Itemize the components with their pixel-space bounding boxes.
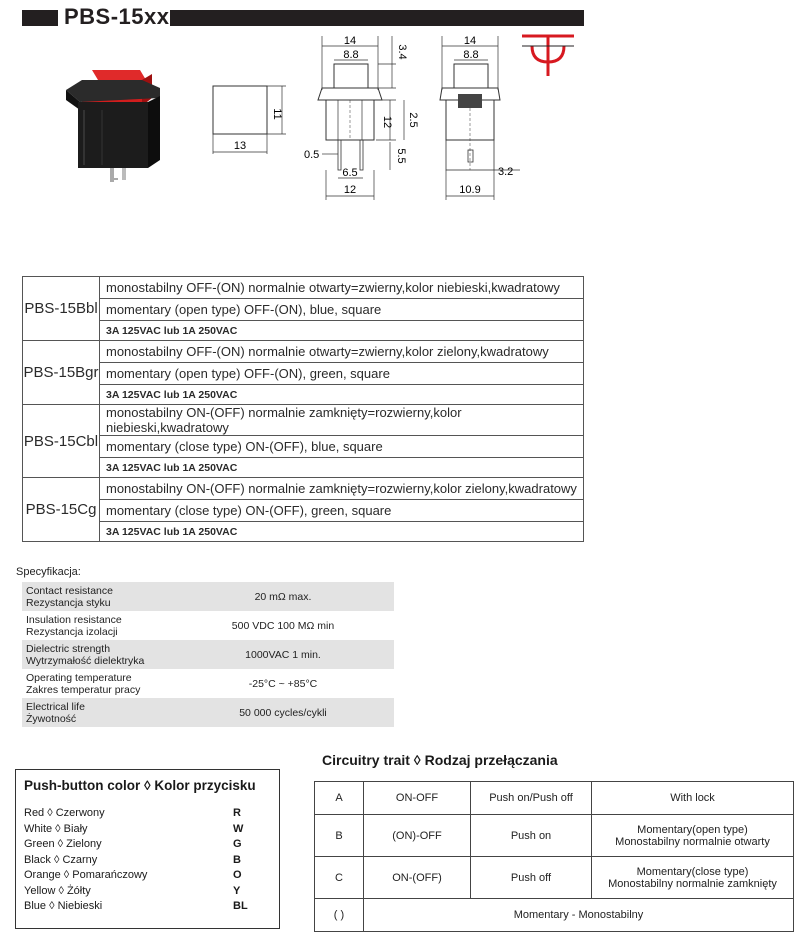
color-item-label: Black ◊ Czarny: [24, 853, 98, 866]
product-desc-en: momentary (close type) ON-(OFF), blue, square: [100, 436, 584, 458]
header-bar-left: [22, 10, 58, 26]
spec-value: 1000VAC 1 min.: [172, 640, 394, 669]
color-box: [15, 769, 280, 929]
circuit-state: ON-OFF: [364, 782, 471, 815]
product-rating: 3A 125VAC lub 1A 250VAC: [100, 385, 584, 405]
product-desc-pl: monostabilny OFF-(ON) normalnie otwarty=zwierny,kolor niebieski,kwadratowy: [100, 277, 584, 299]
spec-value: -25°C ~ +85°C: [248, 677, 318, 690]
color-item-code: Y: [233, 884, 241, 897]
circuit-desc: [592, 857, 794, 899]
spec-value: 20 mΩ max.: [172, 582, 394, 611]
product-rating: 3A 125VAC lub 1A 250VAC: [100, 321, 584, 341]
dim-rear-cap-width: 8.8: [463, 49, 479, 61]
dim-side-height: 11: [271, 108, 283, 120]
color-item-code: BL: [233, 900, 248, 912]
color-item-code: W: [233, 822, 244, 835]
product-desc-en: momentary (open type) OFF-(ON), blue, square: [100, 299, 584, 321]
product-photo: [62, 50, 172, 190]
circuit-code: A: [315, 782, 364, 815]
color-item-code: B: [233, 853, 241, 866]
rear-view-drawing: [436, 30, 526, 205]
color-item-label: Green ◊ Zielony: [24, 838, 102, 850]
product-desc-en: momentary (close type) ON-(OFF), green, square: [100, 500, 584, 522]
product-desc-en: momentary (open type) OFF-(ON), green, square: [100, 363, 584, 385]
circuit-desc-pl: Monostabilny normalnie zamknięty: [608, 877, 777, 890]
product-rating: 3A 125VAC lub 1A 250VAC: [100, 522, 584, 542]
dim-side-width: 13: [233, 140, 247, 152]
dim-front-pin-height: 5.5: [395, 148, 407, 164]
spec-label-en: Contact resistance: [26, 584, 113, 597]
spec-label-pl: Żywotność: [26, 712, 77, 725]
circuit-action: Push on/Push off: [471, 782, 592, 815]
circuit-state: ON-(OFF): [364, 857, 471, 899]
spec-label: [22, 611, 172, 640]
page-title: PBS-15xx: [64, 4, 170, 29]
dim-front-cap-height: 3.4: [396, 44, 408, 60]
spec-label: [22, 582, 172, 611]
spec-label-pl: Zakres temperatur pracy: [26, 683, 141, 696]
spec-label-pl: Rezystancja styku: [26, 596, 111, 609]
product-desc-pl: monostabilny OFF-(ON) normalnie otwarty=zwierny,kolor zielony,kwadratowy: [100, 341, 584, 363]
circuit-action: Push off: [471, 857, 592, 899]
product-model: PBS-15Cbl: [23, 405, 100, 478]
product-model: PBS-15Cg: [23, 478, 100, 542]
circuit-desc-en: With lock: [670, 792, 715, 804]
product-model: PBS-15Bgr: [23, 341, 100, 405]
spec-row: [22, 640, 394, 669]
spec-value: 50 000 cycles/cykli: [172, 698, 394, 727]
product-desc-pl: monostabilny ON-(OFF) normalnie zamknięty=rozwierny,kolor zielony,kwadratowy: [100, 478, 584, 500]
circuitry-row: [315, 815, 794, 857]
circuit-desc: [592, 782, 794, 815]
circuitry-table: [314, 781, 794, 932]
header-bar-right: [170, 10, 584, 26]
circuitry-row: [315, 782, 794, 815]
color-item-label: Blue ◊ Niebieski: [24, 900, 103, 912]
side-view-drawing: [200, 78, 300, 158]
product-rating: 3A 125VAC lub 1A 250VAC: [100, 458, 584, 478]
circuit-action: Push on: [471, 815, 592, 857]
spec-row: [22, 669, 394, 698]
color-item-code: R: [233, 807, 241, 819]
front-view-drawing: [296, 30, 419, 205]
circuit-desc-en: Momentary(close type): [636, 865, 749, 878]
color-item-label: Orange ◊ Pomarańczowy: [24, 869, 148, 881]
dim-front-body-height: 12: [381, 115, 393, 129]
circuit-state: (ON)-OFF: [364, 815, 471, 857]
circuit-code: C: [315, 857, 364, 899]
circuit-code: B: [315, 815, 364, 857]
spec-label-en: Dielectric strength: [26, 642, 111, 655]
product-model: PBS-15Bbl: [23, 277, 100, 341]
product-desc-pl: monostabilny ON-(OFF) normalnie zamknięty=rozwierny,kolor niebieski,kwadratowy: [100, 405, 584, 436]
dim-front-pin-thickness: 0.5: [304, 149, 320, 161]
dim-front-cap-width: 8.8: [343, 49, 359, 61]
spec-row: [22, 582, 394, 611]
dim-front-top-width: 14: [343, 35, 357, 47]
spec-label: [22, 640, 172, 669]
dim-rear-base-width: 10.9: [459, 184, 481, 196]
circuitry-row: [315, 857, 794, 899]
color-item-label: White ◊ Biały: [24, 822, 88, 835]
spec-label-pl: Wytrzymałość dielektryka: [26, 654, 145, 667]
color-item-label: Yellow ◊ Żółty: [24, 884, 91, 897]
circuit-code: ( ): [315, 899, 364, 932]
dim-front-base-width: 12: [343, 184, 357, 196]
dim-front-mid-height: 2.5: [407, 112, 419, 128]
spec-row: [22, 698, 394, 727]
color-item-code: O: [233, 869, 242, 881]
switch-body: [78, 102, 148, 168]
dim-rear-top-width: 14: [463, 35, 477, 47]
spec-label: [22, 698, 172, 727]
color-box-title: Push-button color ◊ Kolor przycisku: [24, 778, 256, 793]
dim-rear-pin-offset: 3.2: [498, 166, 514, 178]
spec-value: 500 VDC 100 MΩ min: [231, 619, 335, 632]
spec-table: [22, 582, 394, 727]
color-item-code: G: [233, 838, 242, 850]
dim-front-pin-spacing: 6.5: [342, 167, 358, 179]
circuit-desc-pl: Monostabilny normalnie otwarty: [615, 835, 770, 848]
product-table: [22, 276, 584, 542]
spec-label-en: Operating temperature: [26, 671, 132, 684]
circuit-desc: Momentary - Monostabilny: [364, 899, 794, 932]
spec-title: Specyfikacja:: [16, 566, 81, 578]
circuit-desc: [592, 815, 794, 857]
spec-label-pl: Rezystancja izolacji: [26, 625, 118, 638]
circuitry-row: [315, 899, 794, 932]
spec-label-en: Electrical life: [26, 700, 85, 713]
circuitry-title: Circuitry trait ◊ Rodzaj przełączania: [322, 752, 558, 768]
switch-symbol-icon: [518, 32, 578, 80]
spec-label-en: Insulation resistance: [26, 613, 122, 626]
spec-row: [22, 611, 394, 640]
color-item-label: Red ◊ Czerwony: [24, 807, 105, 819]
spec-label: [22, 669, 172, 698]
circuit-desc-en: Momentary(open type): [637, 823, 748, 836]
